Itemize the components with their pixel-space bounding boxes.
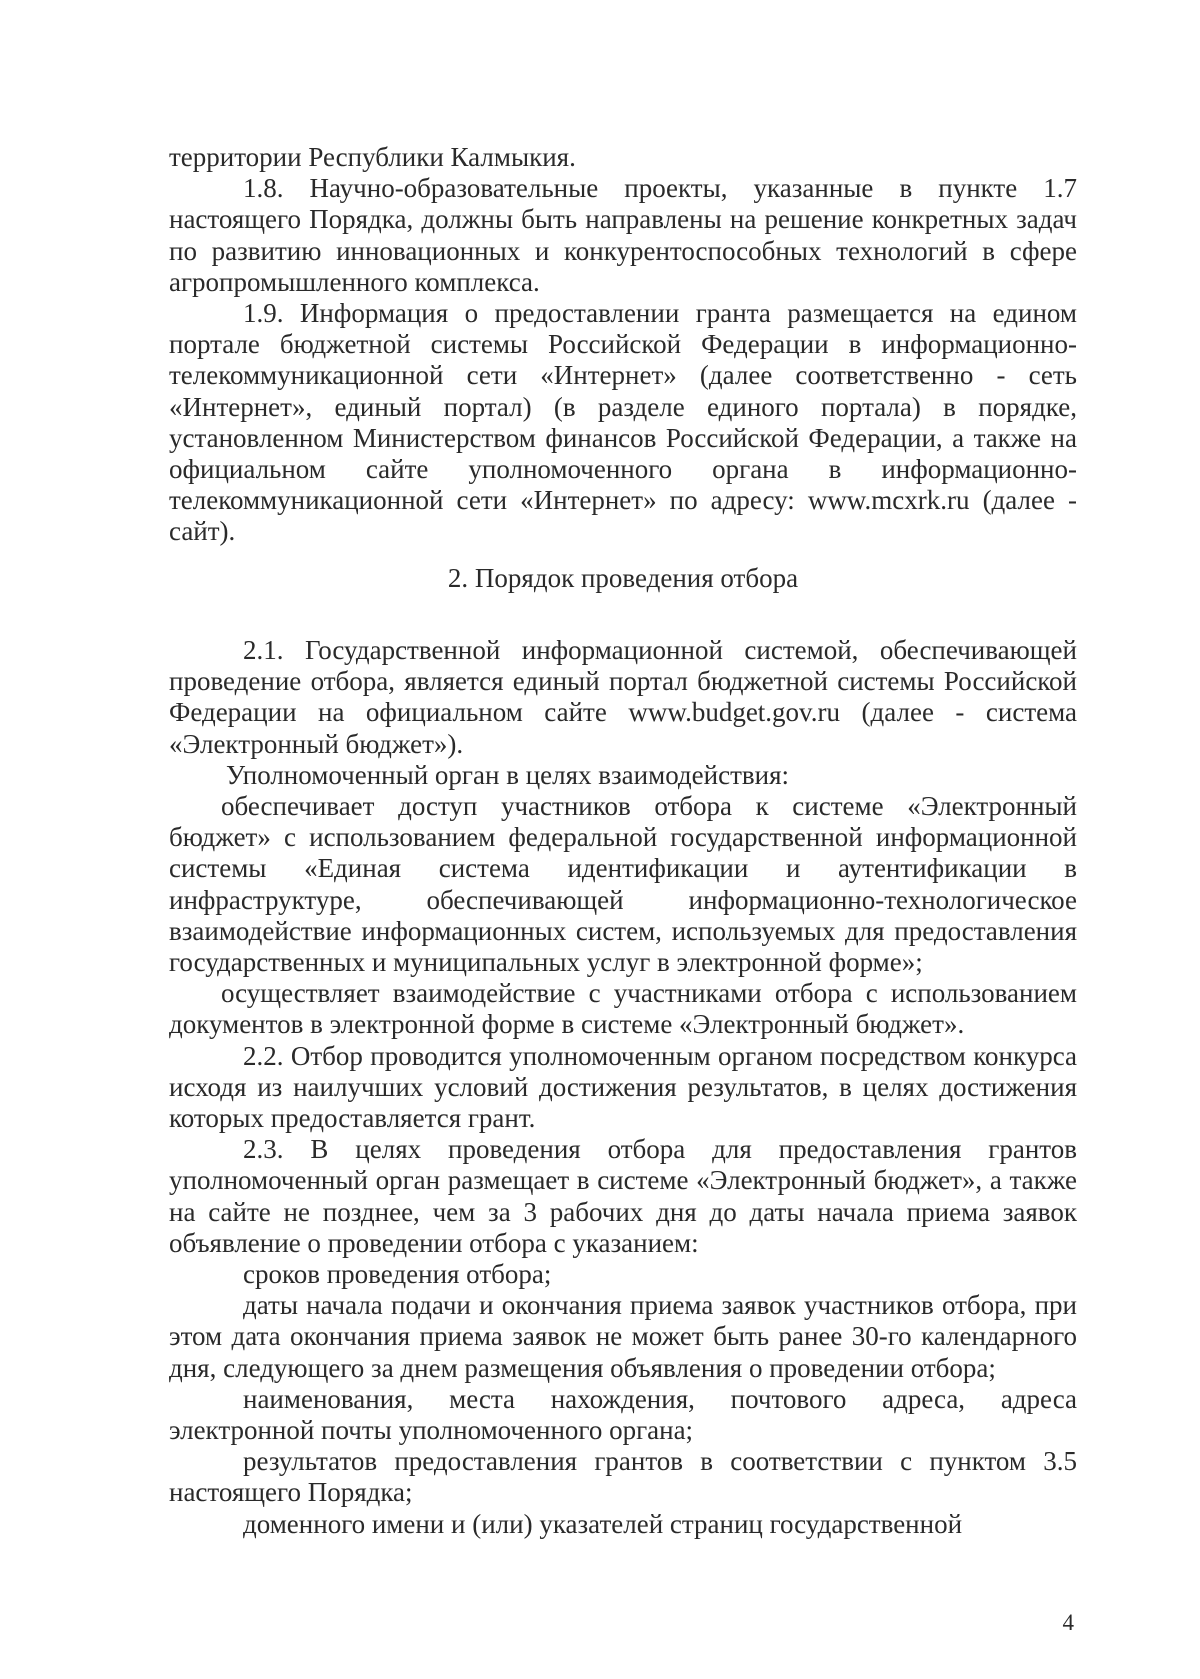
paragraph-2-3: 2.3. В целях проведения отбора для предоставления грантов уполномоченный орган размещает в системе «Электронный бюджет», а также на сайте не позднее, чем за 3 рабочих дня до даты начала приема заявок объявление о проведении отбора с указанием:: [169, 1134, 1077, 1258]
list-item-terms: сроков проведения отбора;: [243, 1259, 552, 1290]
list-item-domain: доменного имени и (или) указателей страниц государственной: [243, 1508, 963, 1539]
paragraph-1-8: 1.8. Научно-образовательные проекты, указанные в пункте 1.7 настоящего Порядка, должны быть направлены на решение конкретных задач по развитию инновационных и конкурентоспособных технологий в сфере агропромышленного комплекса.: [169, 173, 1077, 297]
paragraph-2-2: 2.2. Отбор проводится уполномоченным органом посредством конкурса исходя из наилучших условий достижения результатов, в целях достижения которых предоставляется грант.: [169, 1040, 1077, 1134]
paragraph-electronic-interaction: осуществляет взаимодействие с участниками отбора с использованием документов в электронной форме в системе «Электронный бюджет».: [169, 978, 1077, 1040]
list-item-contacts: наименования, места нахождения, почтового адреса, адреса электронной почты уполномоченного органа;: [169, 1383, 1077, 1446]
paragraph-interaction-intro: Уполномоченный орган в целях взаимодействия:: [226, 759, 789, 790]
top-text-block: [169, 142, 1077, 548]
page-number: 4: [1062, 1610, 1074, 1635]
paragraph-2-1: 2.1. Государственной информационной системой, обеспечивающей проведение отбора, является единый портал бюджетной системы Российской Федерации на официальном сайте www.budget.gov.ru (далее - система «Электронный бюджет»).: [169, 635, 1077, 759]
paragraph-access: обеспечивает доступ участников отбора к системе «Электронный бюджет» с использованием федеральной государственной информационной системы «Единая система идентификации и аутентификации в инфраструктуре, обеспечивающей информационно-технологическое взаимодействие информационных систем, используемых для предоставления государственных и муниципальных услуг в электронной форме»;: [169, 791, 1077, 978]
list-item-results: результатов предоставления грантов в соответствии с пунктом 3.5 настоящего Порядка;: [169, 1446, 1077, 1508]
paragraph-continuation: территории Республики Калмыкия.: [169, 142, 576, 172]
paragraph-1-9: 1.9. Информация о предоставлении гранта размещается на едином портале бюджетной системы Российской Федерации в информационно-телекоммуникационной сети «Интернет» (далее соответственно - сеть «Интернет», единый портал) (в разделе единого портала) в порядке, установленном Министерством финансов Российской Федерации, а также на официальном сайте уполномоченного органа в информационно-телекоммуникационной сети «Интернет» по адресу: www.mcxrk.ru (далее - сайт).: [169, 298, 1077, 547]
section-heading: 2. Порядок проведения отбора: [447, 563, 799, 593]
section-text-block: [169, 635, 1077, 1540]
list-item-dates: даты начала подачи и окончания приема заявок участников отбора, при этом дата окончания приема заявок не может быть ранее 30-го календарного дня, следующего за днем размещения объявления о проведении отбора;: [169, 1290, 1077, 1383]
